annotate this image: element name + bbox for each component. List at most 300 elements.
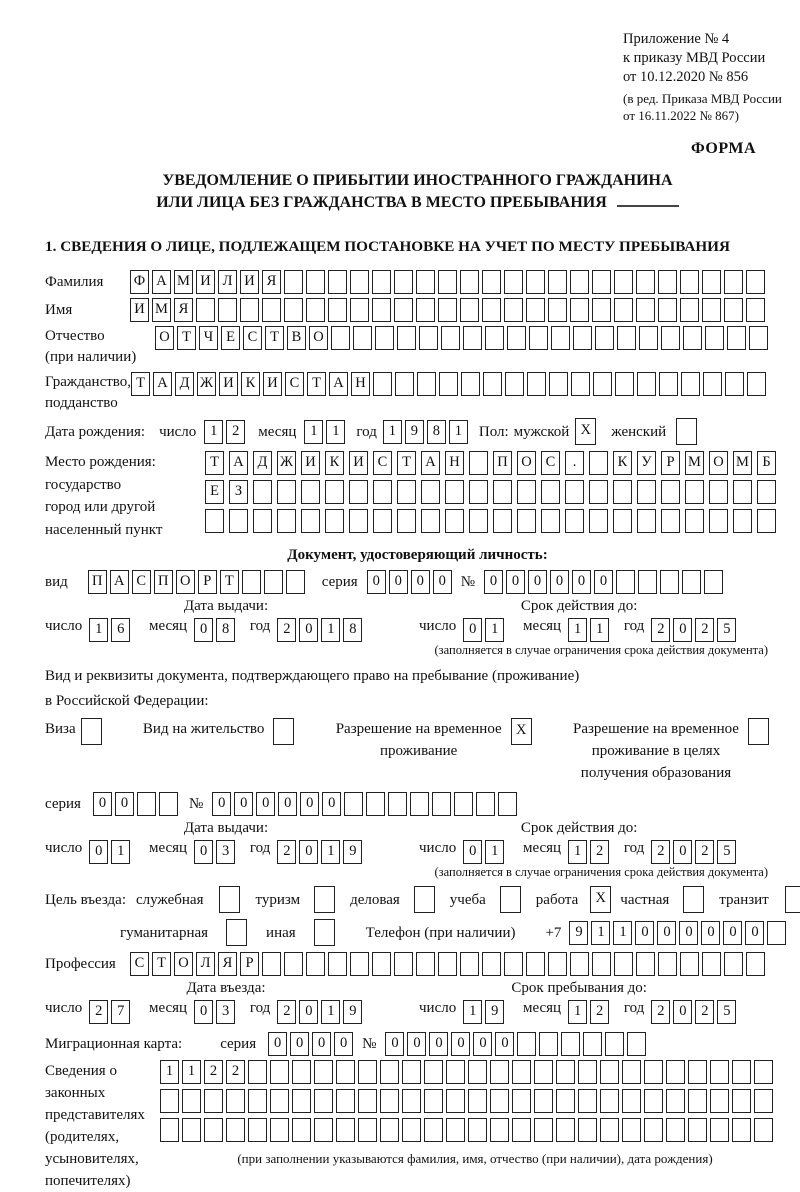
id-doc-issue-month-boxes[interactable] — [194, 618, 238, 642]
citizenship-cell[interactable]: Ж — [197, 372, 216, 396]
profession-cell[interactable] — [350, 952, 369, 976]
given-name-cell[interactable] — [240, 298, 259, 322]
birthplace-cell[interactable] — [373, 480, 392, 504]
migcard-series-boxes[interactable] — [268, 1032, 356, 1056]
stay-doc-valid-year-boxes[interactable] — [651, 840, 739, 864]
birthplace-cell[interactable] — [373, 509, 392, 533]
purpose-study-checkbox[interactable] — [500, 886, 524, 913]
stay-until-month-cell[interactable]: 2 — [590, 1000, 609, 1024]
given-name-cell[interactable] — [680, 298, 699, 322]
entry-year-cell[interactable]: 0 — [299, 1000, 318, 1024]
representative-cell[interactable] — [512, 1060, 531, 1084]
patronymic-cell[interactable]: Е — [221, 326, 240, 350]
patronymic-cell[interactable] — [375, 326, 394, 350]
representative-cell[interactable]: 2 — [204, 1060, 223, 1084]
birthplace-cell[interactable] — [589, 509, 608, 533]
stay-doc-number-cell[interactable] — [476, 792, 495, 816]
profession-cell[interactable] — [328, 952, 347, 976]
entry-month-boxes[interactable] — [194, 1000, 238, 1024]
birthplace-cell[interactable] — [277, 509, 296, 533]
id-doc-series-cell[interactable]: 0 — [411, 570, 430, 594]
birthplace-cell[interactable] — [661, 480, 680, 504]
given-name-cell[interactable] — [262, 298, 281, 322]
citizenship-cell[interactable] — [527, 372, 546, 396]
stay-doc-number-cell[interactable]: 0 — [234, 792, 253, 816]
surname-cell[interactable] — [702, 270, 721, 294]
birthplace-cell[interactable] — [253, 480, 272, 504]
id-doc-series-cell[interactable]: 0 — [433, 570, 452, 594]
residence-permit-checkbox[interactable] — [273, 718, 294, 745]
representative-cell[interactable] — [160, 1089, 179, 1113]
birthplace-cell[interactable] — [685, 509, 704, 533]
birth-month-boxes[interactable] — [304, 420, 348, 444]
surname-cell[interactable]: А — [152, 270, 171, 294]
stay-until-year-cell[interactable]: 2 — [695, 1000, 714, 1024]
phone-cell[interactable]: 0 — [701, 921, 720, 945]
given-name-cell[interactable] — [350, 298, 369, 322]
birthplace-cell[interactable]: Д — [253, 451, 272, 475]
birthplace-cell[interactable] — [397, 480, 416, 504]
surname-cell[interactable] — [658, 270, 677, 294]
surname-cell[interactable]: Ф — [130, 270, 149, 294]
representative-cell[interactable] — [490, 1118, 509, 1142]
stay-doc-issue-year-cell[interactable]: 1 — [321, 840, 340, 864]
birthplace-cell[interactable] — [541, 480, 560, 504]
profession-cell[interactable] — [614, 952, 633, 976]
stay-doc-issue-day-boxes[interactable] — [89, 840, 133, 864]
surname-cell[interactable] — [460, 270, 479, 294]
given-name-cell[interactable] — [614, 298, 633, 322]
stay-doc-issue-month-cell[interactable]: 3 — [216, 840, 235, 864]
birthplace-cell[interactable]: К — [325, 451, 344, 475]
id-doc-number-cell[interactable] — [682, 570, 701, 594]
representative-cell[interactable] — [578, 1118, 597, 1142]
stay-doc-valid-year-cell[interactable]: 2 — [651, 840, 670, 864]
citizenship-cell[interactable]: Н — [351, 372, 370, 396]
representative-cell[interactable] — [446, 1118, 465, 1142]
representative-cell[interactable] — [512, 1089, 531, 1113]
id-doc-issue-day-cell[interactable]: 6 — [111, 618, 130, 642]
surname-cell[interactable] — [680, 270, 699, 294]
patronymic-cell[interactable]: О — [309, 326, 328, 350]
id-doc-kind-cell[interactable] — [264, 570, 283, 594]
phone-cell[interactable]: 0 — [723, 921, 742, 945]
representative-cell[interactable] — [468, 1060, 487, 1084]
id-doc-valid-day-cell[interactable]: 1 — [485, 618, 504, 642]
representative-cell[interactable]: 1 — [160, 1060, 179, 1084]
representative-cell[interactable] — [424, 1118, 443, 1142]
temp-residence-checkbox[interactable]: X — [511, 718, 532, 745]
birthplace-cell[interactable]: О — [709, 451, 728, 475]
stay-doc-issue-day-cell[interactable]: 0 — [89, 840, 108, 864]
patronymic-cell[interactable] — [529, 326, 548, 350]
patronymic-cell[interactable]: Т — [177, 326, 196, 350]
migcard-series-cell[interactable]: 0 — [290, 1032, 309, 1056]
id-doc-issue-month-cell[interactable]: 0 — [194, 618, 213, 642]
purpose-official-checkbox[interactable] — [219, 886, 240, 913]
stay-until-month-boxes[interactable] — [568, 1000, 612, 1024]
entry-month-cell[interactable]: 0 — [194, 1000, 213, 1024]
representative-cell[interactable] — [754, 1060, 773, 1084]
representative-cell[interactable] — [358, 1118, 377, 1142]
given-name-cell[interactable] — [504, 298, 523, 322]
id-doc-valid-year-cell[interactable]: 0 — [673, 618, 692, 642]
birthplace-cell[interactable]: Ж — [277, 451, 296, 475]
phone-cell[interactable]: 0 — [635, 921, 654, 945]
stay-doc-series-boxes[interactable] — [93, 792, 181, 816]
representative-cell[interactable] — [600, 1118, 619, 1142]
birthplace-cell[interactable] — [757, 509, 776, 533]
representative-cell[interactable] — [710, 1118, 729, 1142]
stay-doc-series-cell[interactable]: 0 — [93, 792, 112, 816]
representative-cell[interactable] — [204, 1089, 223, 1113]
profession-cell[interactable] — [438, 952, 457, 976]
birth-day-cell[interactable]: 1 — [204, 420, 223, 444]
birthplace-row-1[interactable] — [205, 451, 781, 475]
profession-cell[interactable]: Я — [218, 952, 237, 976]
male-checkbox[interactable] — [575, 418, 599, 445]
stay-doc-number-cell[interactable] — [432, 792, 451, 816]
representative-cell[interactable] — [710, 1089, 729, 1113]
birth-year-boxes[interactable] — [383, 420, 471, 444]
representative-cell[interactable] — [688, 1060, 707, 1084]
birth-year-cell[interactable]: 1 — [383, 420, 402, 444]
stay-doc-number-cell[interactable]: 0 — [300, 792, 319, 816]
stay-until-day-cell[interactable]: 1 — [463, 1000, 482, 1024]
profession-cell[interactable] — [592, 952, 611, 976]
birthplace-cell[interactable] — [445, 509, 464, 533]
citizenship-cell[interactable] — [615, 372, 634, 396]
birthplace-cell[interactable] — [733, 509, 752, 533]
stay-doc-valid-day-cell[interactable]: 0 — [463, 840, 482, 864]
representative-cell[interactable] — [314, 1060, 333, 1084]
id-doc-number-cell[interactable]: 0 — [572, 570, 591, 594]
migcard-number-cell[interactable]: 0 — [451, 1032, 470, 1056]
entry-year-cell[interactable]: 2 — [277, 1000, 296, 1024]
citizenship-cell[interactable] — [549, 372, 568, 396]
birthplace-cell[interactable]: Н — [445, 451, 464, 475]
birthplace-cell[interactable] — [493, 509, 512, 533]
representative-cell[interactable] — [270, 1060, 289, 1084]
birthplace-cell[interactable] — [493, 480, 512, 504]
purpose-official-checkbox[interactable] — [219, 886, 243, 913]
representative-cell[interactable] — [666, 1118, 685, 1142]
profession-cell[interactable] — [262, 952, 281, 976]
representative-cell[interactable] — [644, 1060, 663, 1084]
id-doc-valid-day-cell[interactable]: 0 — [463, 618, 482, 642]
id-doc-series-boxes[interactable] — [367, 570, 455, 594]
purpose-humanitarian-checkbox[interactable] — [226, 919, 247, 946]
birthplace-cell[interactable]: И — [301, 451, 320, 475]
birthplace-cell[interactable] — [253, 509, 272, 533]
patronymic-cell[interactable] — [661, 326, 680, 350]
representative-cell[interactable] — [336, 1089, 355, 1113]
id-doc-number-cell[interactable]: 0 — [484, 570, 503, 594]
stay-doc-valid-year-cell[interactable]: 5 — [717, 840, 736, 864]
representative-cell[interactable] — [248, 1089, 267, 1113]
birthplace-cell[interactable] — [421, 480, 440, 504]
representative-cell[interactable] — [248, 1060, 267, 1084]
profession-cell[interactable] — [416, 952, 435, 976]
representative-cell[interactable] — [270, 1089, 289, 1113]
representative-cell[interactable] — [314, 1089, 333, 1113]
patronymic-cell[interactable] — [419, 326, 438, 350]
representative-cell[interactable] — [490, 1060, 509, 1084]
citizenship-cell[interactable] — [593, 372, 612, 396]
patronymic-cell[interactable] — [639, 326, 658, 350]
id-doc-valid-year-boxes[interactable] — [651, 618, 739, 642]
representative-cell[interactable] — [534, 1060, 553, 1084]
birthplace-cell[interactable]: Т — [205, 451, 224, 475]
purpose-business-checkbox[interactable] — [414, 886, 438, 913]
visa-checkbox[interactable] — [81, 718, 102, 745]
surname-cell[interactable]: Л — [218, 270, 237, 294]
birthplace-cell[interactable] — [685, 480, 704, 504]
patronymic-cell[interactable] — [727, 326, 746, 350]
representative-cell[interactable] — [710, 1060, 729, 1084]
profession-cell[interactable]: О — [174, 952, 193, 976]
representative-cell[interactable] — [600, 1060, 619, 1084]
surname-cell[interactable] — [548, 270, 567, 294]
entry-day-cell[interactable]: 2 — [89, 1000, 108, 1024]
visa-checkbox[interactable] — [81, 718, 105, 745]
representative-cell[interactable] — [534, 1089, 553, 1113]
patronymic-cell[interactable] — [705, 326, 724, 350]
purpose-work-checkbox[interactable]: X — [590, 886, 611, 913]
purpose-transit-checkbox[interactable] — [785, 886, 800, 913]
citizenship-cell[interactable] — [703, 372, 722, 396]
representative-cell[interactable] — [578, 1089, 597, 1113]
birthplace-cell[interactable] — [229, 509, 248, 533]
citizenship-cell[interactable]: Т — [131, 372, 150, 396]
profession-cell[interactable] — [636, 952, 655, 976]
representative-cell[interactable] — [732, 1060, 751, 1084]
birth-year-cell[interactable]: 1 — [449, 420, 468, 444]
purpose-humanitarian-checkbox[interactable] — [226, 919, 250, 946]
representative-cell[interactable] — [754, 1089, 773, 1113]
id-doc-number-cell[interactable]: 0 — [550, 570, 569, 594]
birth-day-boxes[interactable] — [204, 420, 248, 444]
stay-doc-issue-year-cell[interactable]: 2 — [277, 840, 296, 864]
birthplace-cell[interactable] — [301, 480, 320, 504]
stay-doc-series-cell[interactable] — [159, 792, 178, 816]
migcard-number-cell[interactable]: 0 — [495, 1032, 514, 1056]
representative-cell[interactable] — [688, 1118, 707, 1142]
stay-doc-number-cell[interactable] — [366, 792, 385, 816]
edu-residence-checkbox[interactable] — [748, 718, 769, 745]
representative-cell[interactable] — [556, 1089, 575, 1113]
birthplace-cell[interactable] — [733, 480, 752, 504]
given-name-cell[interactable] — [394, 298, 413, 322]
migcard-series-cell[interactable]: 0 — [312, 1032, 331, 1056]
citizenship-cell[interactable] — [483, 372, 502, 396]
representative-cell[interactable] — [182, 1118, 201, 1142]
surname-cell[interactable] — [570, 270, 589, 294]
id-doc-valid-year-cell[interactable]: 2 — [695, 618, 714, 642]
phone-cell[interactable]: 9 — [569, 921, 588, 945]
citizenship-cell[interactable] — [681, 372, 700, 396]
patronymic-cell[interactable] — [683, 326, 702, 350]
representative-cell[interactable] — [446, 1089, 465, 1113]
profession-cell[interactable]: Р — [240, 952, 259, 976]
stay-doc-issue-month-boxes[interactable] — [194, 840, 238, 864]
birthplace-cell[interactable] — [397, 509, 416, 533]
purpose-work-checkbox[interactable] — [590, 886, 614, 913]
citizenship-cell[interactable] — [461, 372, 480, 396]
birthplace-cell[interactable] — [709, 509, 728, 533]
migcard-series-cell[interactable]: 0 — [334, 1032, 353, 1056]
given-name-cell[interactable] — [548, 298, 567, 322]
representative-cell[interactable] — [358, 1089, 377, 1113]
stay-doc-issue-year-boxes[interactable] — [277, 840, 365, 864]
representative-cell[interactable] — [424, 1089, 443, 1113]
representative-cell[interactable] — [182, 1089, 201, 1113]
id-doc-kind-cell[interactable]: П — [88, 570, 107, 594]
profession-cell[interactable]: Л — [196, 952, 215, 976]
birthplace-cell[interactable] — [205, 509, 224, 533]
profession-cell[interactable] — [680, 952, 699, 976]
representative-cell[interactable] — [314, 1118, 333, 1142]
patronymic-cell[interactable]: С — [243, 326, 262, 350]
residence-permit-checkbox[interactable] — [273, 718, 297, 745]
citizenship-cell[interactable] — [659, 372, 678, 396]
id-doc-number-cell[interactable]: 0 — [528, 570, 547, 594]
id-doc-valid-month-cell[interactable]: 1 — [590, 618, 609, 642]
surname-cell[interactable]: Я — [262, 270, 281, 294]
id-doc-valid-month-cell[interactable]: 1 — [568, 618, 587, 642]
migcard-number-cell[interactable]: 0 — [385, 1032, 404, 1056]
patronymic-cell[interactable]: О — [155, 326, 174, 350]
given-name-cell[interactable] — [746, 298, 765, 322]
birthplace-cell[interactable]: П — [493, 451, 512, 475]
birthplace-cell[interactable]: М — [733, 451, 752, 475]
birthplace-cell[interactable] — [757, 480, 776, 504]
stay-doc-number-cell[interactable]: 0 — [278, 792, 297, 816]
profession-cell[interactable] — [306, 952, 325, 976]
birth-month-cell[interactable]: 1 — [304, 420, 323, 444]
representative-cell[interactable] — [336, 1060, 355, 1084]
stay-doc-number-cell[interactable]: 0 — [256, 792, 275, 816]
birthplace-cell[interactable]: О — [517, 451, 536, 475]
representative-cell[interactable] — [556, 1060, 575, 1084]
given-name-cell[interactable] — [570, 298, 589, 322]
id-doc-series-cell[interactable]: 0 — [389, 570, 408, 594]
stay-until-year-cell[interactable]: 2 — [651, 1000, 670, 1024]
representative-cell[interactable] — [732, 1118, 751, 1142]
representative-cell[interactable] — [622, 1060, 641, 1084]
surname-cell[interactable] — [636, 270, 655, 294]
surname-cell[interactable]: И — [196, 270, 215, 294]
given-name-cell[interactable] — [526, 298, 545, 322]
stay-until-year-boxes[interactable] — [651, 1000, 739, 1024]
representative-cell[interactable] — [402, 1118, 421, 1142]
entry-day-cell[interactable]: 7 — [111, 1000, 130, 1024]
representative-cell[interactable] — [226, 1089, 245, 1113]
entry-year-boxes[interactable] — [277, 1000, 365, 1024]
migcard-number-cell[interactable]: 0 — [407, 1032, 426, 1056]
stay-until-year-cell[interactable]: 0 — [673, 1000, 692, 1024]
birthplace-cell[interactable] — [469, 509, 488, 533]
id-doc-issue-day-cell[interactable]: 1 — [89, 618, 108, 642]
id-doc-kind-cell[interactable] — [242, 570, 261, 594]
representative-cell[interactable] — [578, 1060, 597, 1084]
id-doc-issue-year-cell[interactable]: 8 — [343, 618, 362, 642]
surname-cell[interactable] — [394, 270, 413, 294]
birthplace-cell[interactable]: З — [229, 480, 248, 504]
stay-doc-valid-year-cell[interactable]: 0 — [673, 840, 692, 864]
profession-cell[interactable]: Т — [152, 952, 171, 976]
stay-doc-number-cell[interactable]: 0 — [212, 792, 231, 816]
stay-doc-number-cell[interactable] — [388, 792, 407, 816]
profession-cell[interactable] — [394, 952, 413, 976]
birthplace-cell[interactable]: С — [541, 451, 560, 475]
representative-cell[interactable] — [248, 1118, 267, 1142]
stay-until-month-cell[interactable]: 1 — [568, 1000, 587, 1024]
id-doc-number-cell[interactable] — [660, 570, 679, 594]
representative-cell[interactable] — [688, 1089, 707, 1113]
birthplace-cell[interactable]: Р — [661, 451, 680, 475]
stay-doc-valid-day-boxes[interactable] — [463, 840, 507, 864]
citizenship-cell[interactable] — [747, 372, 766, 396]
given-name-boxes[interactable] — [130, 298, 768, 322]
stay-doc-number-cell[interactable] — [410, 792, 429, 816]
representative-cell[interactable] — [424, 1060, 443, 1084]
stay-doc-issue-year-cell[interactable]: 9 — [343, 840, 362, 864]
given-name-cell[interactable]: М — [152, 298, 171, 322]
sex-female-checkbox[interactable] — [676, 418, 697, 445]
representative-cell[interactable] — [556, 1118, 575, 1142]
birthplace-cell[interactable]: И — [349, 451, 368, 475]
phone-cell[interactable]: 1 — [591, 921, 610, 945]
representative-cell[interactable] — [490, 1089, 509, 1113]
stay-doc-valid-month-cell[interactable]: 2 — [590, 840, 609, 864]
migcard-number-cell[interactable] — [627, 1032, 646, 1056]
purpose-business-checkbox[interactable] — [414, 886, 435, 913]
surname-cell[interactable] — [526, 270, 545, 294]
birthplace-cell[interactable] — [637, 480, 656, 504]
id-doc-kind-cell[interactable] — [286, 570, 305, 594]
profession-cell[interactable] — [570, 952, 589, 976]
birthplace-cell[interactable] — [589, 480, 608, 504]
stay-until-day-cell[interactable]: 9 — [485, 1000, 504, 1024]
given-name-cell[interactable] — [284, 298, 303, 322]
id-doc-issue-year-cell[interactable]: 0 — [299, 618, 318, 642]
patronymic-cell[interactable] — [441, 326, 460, 350]
citizenship-cell[interactable]: С — [285, 372, 304, 396]
phone-boxes[interactable] — [569, 921, 789, 945]
citizenship-cell[interactable] — [725, 372, 744, 396]
birth-month-cell[interactable]: 1 — [326, 420, 345, 444]
phone-cell[interactable]: 0 — [657, 921, 676, 945]
id-doc-series-cell[interactable]: 0 — [367, 570, 386, 594]
patronymic-cell[interactable] — [617, 326, 636, 350]
id-doc-issue-month-cell[interactable]: 8 — [216, 618, 235, 642]
representative-cell[interactable] — [270, 1118, 289, 1142]
stay-doc-number-cell[interactable] — [498, 792, 517, 816]
migcard-number-cell[interactable] — [583, 1032, 602, 1056]
birthplace-cell[interactable]: У — [637, 451, 656, 475]
profession-cell[interactable] — [548, 952, 567, 976]
phone-cell[interactable] — [767, 921, 786, 945]
birthplace-cell[interactable]: С — [373, 451, 392, 475]
birthplace-cell[interactable] — [325, 509, 344, 533]
birthplace-cell[interactable]: А — [229, 451, 248, 475]
surname-cell[interactable] — [438, 270, 457, 294]
representative-cell[interactable] — [622, 1118, 641, 1142]
stay-doc-valid-month-boxes[interactable] — [568, 840, 612, 864]
patronymic-cell[interactable] — [331, 326, 350, 350]
stay-until-day-boxes[interactable] — [463, 1000, 507, 1024]
